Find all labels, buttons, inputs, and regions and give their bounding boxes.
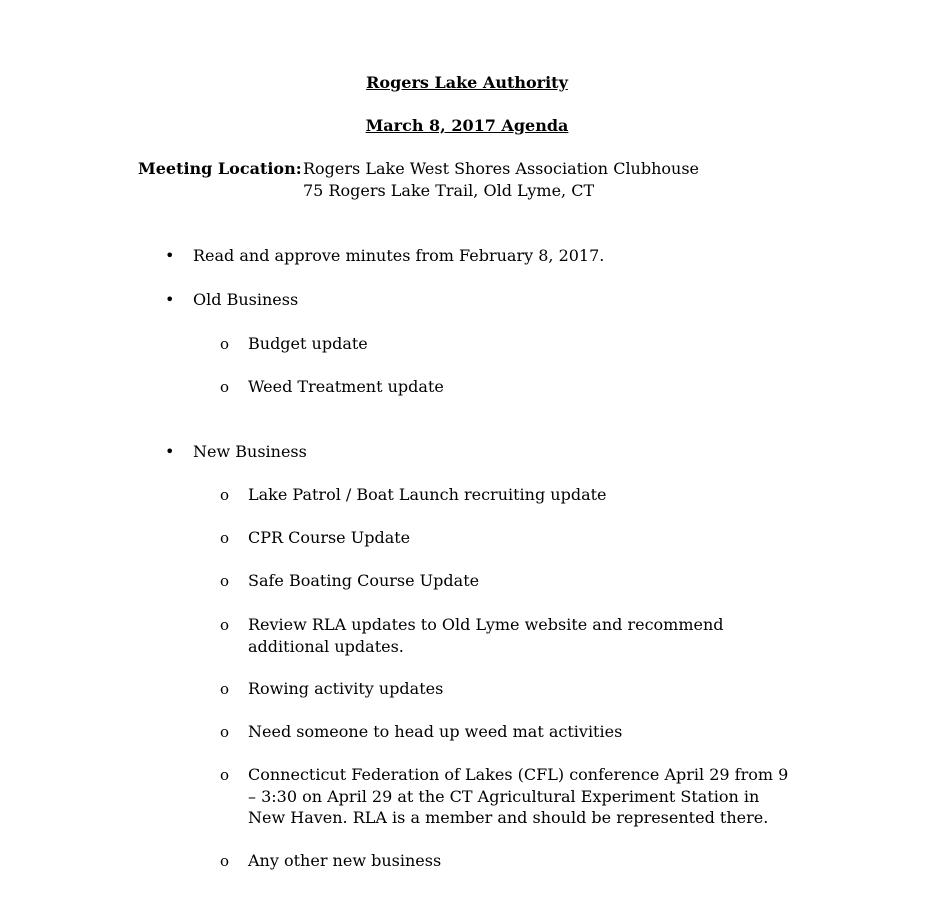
sub-bullet-icon: o (220, 616, 230, 634)
agenda-date-title: March 8, 2017 Agenda (365, 116, 569, 135)
sub-bullet-icon: o (220, 486, 230, 504)
new-business-item: Review RLA updates to Old Lyme website and recommend additional updates. (248, 615, 724, 656)
agenda-item-new-business: New Business (193, 442, 307, 461)
new-business-item: Rowing activity updates (248, 679, 444, 698)
bullet-icon: • (165, 442, 175, 461)
bullet-icon: • (165, 290, 175, 309)
sub-bullet-icon: o (220, 529, 230, 547)
old-business-item: Budget update (248, 334, 368, 353)
sub-bullet-icon: o (220, 723, 230, 741)
new-business-item: Need someone to head up weed mat activities (248, 722, 623, 741)
agenda-item-approve-minutes: Read and approve minutes from February 8, 2017. (193, 246, 605, 265)
agenda-item-old-business: Old Business (193, 290, 299, 309)
sub-bullet-icon: o (220, 852, 230, 870)
document-title: Rogers Lake Authority (366, 73, 568, 92)
meeting-location-venue: Rogers Lake West Shores Association Clubhouse (303, 159, 700, 178)
new-business-item: Any other new business (248, 851, 442, 870)
sub-bullet-icon: o (220, 680, 230, 698)
old-business-item: Weed Treatment update (248, 377, 444, 396)
sub-bullet-icon: o (220, 378, 230, 396)
new-business-item: Lake Patrol / Boat Launch recruiting update (248, 485, 607, 504)
new-business-item: CPR Course Update (248, 528, 411, 547)
new-business-item: Safe Boating Course Update (248, 571, 480, 590)
sub-bullet-icon: o (220, 766, 230, 784)
new-business-item: Connecticut Federation of Lakes (CFL) conference April 29 from 9 – 3:30 on April 29 at the CT Agricultural Experiment Station in New Haven. RLA is a member and should be represented there. (248, 765, 789, 827)
sub-bullet-icon: o (220, 335, 230, 353)
meeting-location-label: Meeting Location: (138, 159, 302, 178)
meeting-location-address: 75 Rogers Lake Trail, Old Lyme, CT (303, 181, 595, 200)
sub-bullet-icon: o (220, 572, 230, 590)
bullet-icon: • (165, 246, 175, 265)
